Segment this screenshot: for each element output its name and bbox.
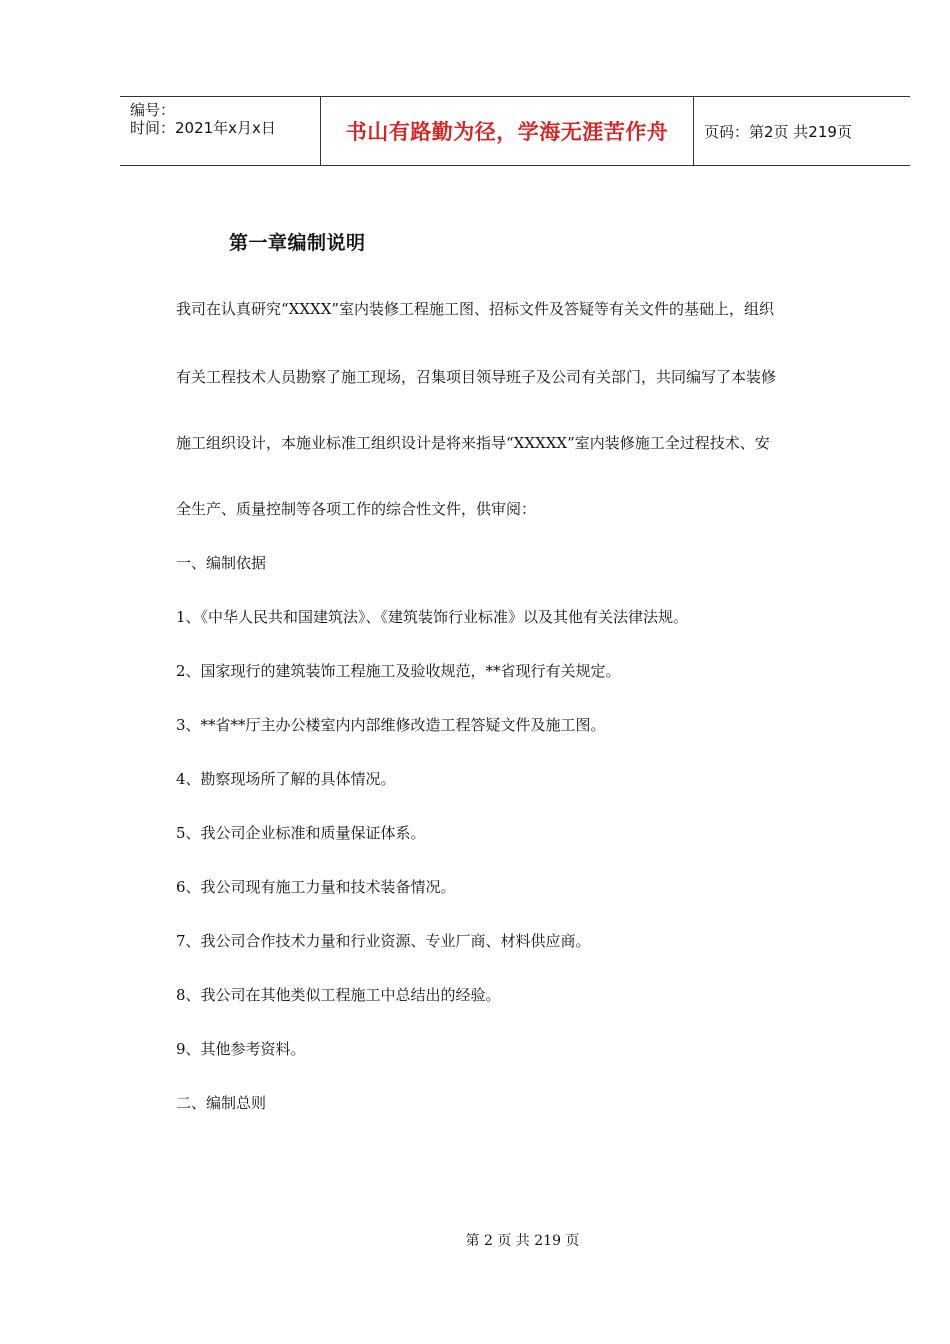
list-item: 3、**省**厅主办公楼室内内部维修改造工程答疑文件及施工图。 xyxy=(176,716,606,734)
intro-line: 有关工程技术人员勘察了施工现场，召集项目领导班子及公司有关部门，共同编写了本装修 xyxy=(176,368,777,386)
list-item: 7、我公司合作技术力量和行业资源、专业厂商、材料供应商。 xyxy=(176,932,591,950)
section-heading: 一、编制依据 xyxy=(176,554,267,572)
document-header xyxy=(120,96,910,166)
motto-text: 书山有路勤为径，学海无涯苦作舟 xyxy=(345,120,669,144)
page-info: 页码：第2页 共219页 xyxy=(704,122,852,141)
list-item: 2、国家现行的建筑装饰工程施工及验收规范，**省现行有关规定。 xyxy=(176,662,621,680)
serial-label: 编号： xyxy=(130,101,176,119)
time-label: 时间：2021年x月x日 xyxy=(130,119,276,137)
intro-line: 我司在认真研究“XXXX”室内装修工程施工图、招标文件及答疑等有关文件的基础上，组织 xyxy=(176,300,775,318)
intro-line: 全生产、质量控制等各项工作的综合性文件，供审阅： xyxy=(176,500,537,518)
list-item: 4、勘察现场所了解的具体情况。 xyxy=(176,770,396,788)
list-item: 8、我公司在其他类似工程施工中总结出的经验。 xyxy=(176,986,501,1004)
list-item: 9、其他参考资料。 xyxy=(176,1040,306,1058)
header-page-cell xyxy=(694,97,910,165)
list-item: 5、我公司企业标准和质量保证体系。 xyxy=(176,824,426,842)
list-item: 6、我公司现有施工力量和技术装备情况。 xyxy=(176,878,456,896)
header-motto-cell xyxy=(321,97,694,165)
intro-line: 施工组织设计，本施业标准工组织设计是将来指导“XXXXX”室内装修施工全过程技术、安 xyxy=(176,434,770,452)
page-footer: 第 2 页 共 219 页 xyxy=(465,1233,580,1249)
list-item: 1、《中华人民共和国建筑法》、《建筑装饰行业标准》以及其他有关法律法规。 xyxy=(176,608,689,626)
chapter-title: 第一章编制说明 xyxy=(229,232,366,254)
header-meta-cell xyxy=(120,97,321,165)
section-heading: 二、编制总则 xyxy=(176,1094,267,1112)
